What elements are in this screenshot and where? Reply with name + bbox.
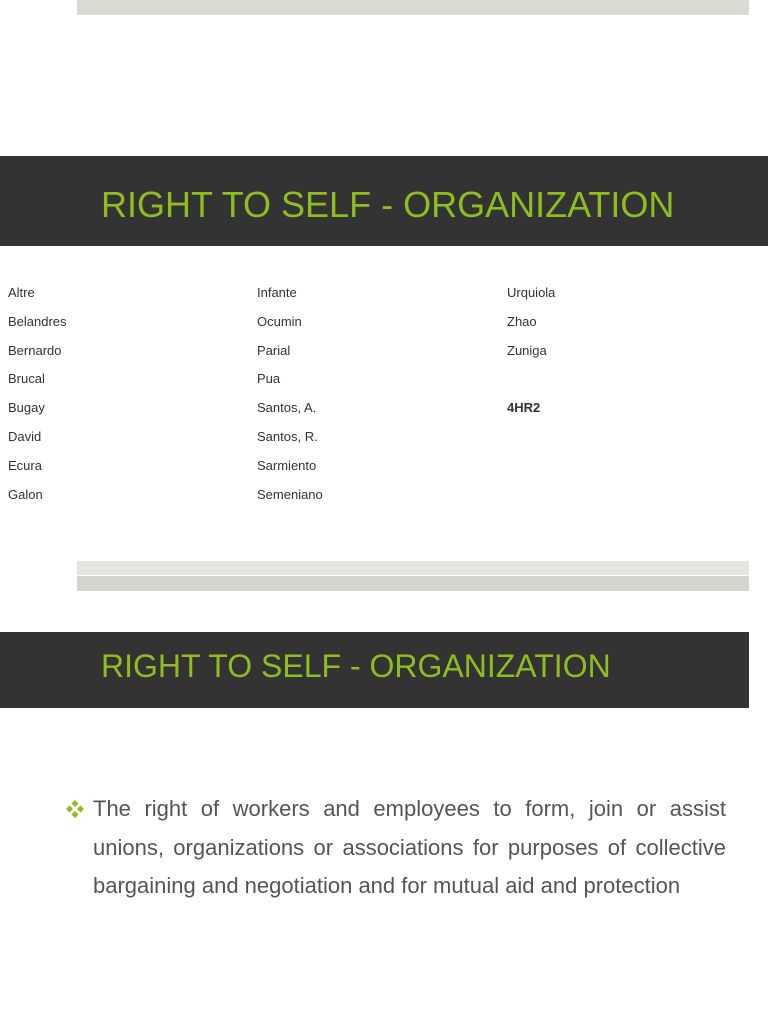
names-column-1 bbox=[8, 282, 248, 512]
member-name: Ocumin bbox=[257, 313, 302, 329]
group-members-list bbox=[0, 282, 768, 512]
member-name: Urquiola bbox=[507, 285, 556, 300]
divider-stripe-dark bbox=[77, 576, 749, 591]
member-name: David bbox=[8, 428, 42, 444]
divider-stripe-light bbox=[77, 561, 749, 575]
member-name: Pua bbox=[257, 371, 281, 387]
spacer-row bbox=[507, 368, 747, 397]
member-name: Santos, A. bbox=[257, 400, 317, 416]
slide-title-2: RIGHT TO SELF - ORGANIZATION bbox=[101, 648, 611, 684]
slide-title-1: RIGHT TO SELF - ORGANIZATION bbox=[101, 184, 675, 225]
member-name: Belandres bbox=[8, 313, 67, 329]
member-name: Altre bbox=[8, 285, 35, 300]
definition-bullet bbox=[66, 790, 726, 906]
member-name: Bernardo bbox=[8, 342, 62, 358]
definition-text: The right of workers and employees to form, join or assist unions, organizations or associations for purposes of collective bargaining and negotiation and for mutual aid and protection bbox=[93, 796, 726, 898]
names-column-2 bbox=[257, 282, 497, 512]
member-name: Galon bbox=[8, 486, 43, 502]
member-name: Ecura bbox=[8, 457, 42, 473]
member-name: Brucal bbox=[8, 371, 45, 387]
member-name: Sarmiento bbox=[257, 457, 317, 473]
member-name: Santos, R. bbox=[257, 428, 318, 444]
member-name: Bugay bbox=[8, 400, 45, 416]
member-name: Parial bbox=[257, 342, 291, 358]
diamond-bullet-icon bbox=[66, 800, 84, 818]
section-code: 4HR2 bbox=[507, 400, 541, 416]
member-name: Infante bbox=[257, 285, 297, 300]
member-name: Zhao bbox=[507, 313, 537, 329]
top-decorative-stripe bbox=[77, 0, 749, 15]
member-name: Zuniga bbox=[507, 342, 547, 358]
names-column-3 bbox=[507, 282, 747, 426]
member-name: Semeniano bbox=[257, 486, 323, 502]
